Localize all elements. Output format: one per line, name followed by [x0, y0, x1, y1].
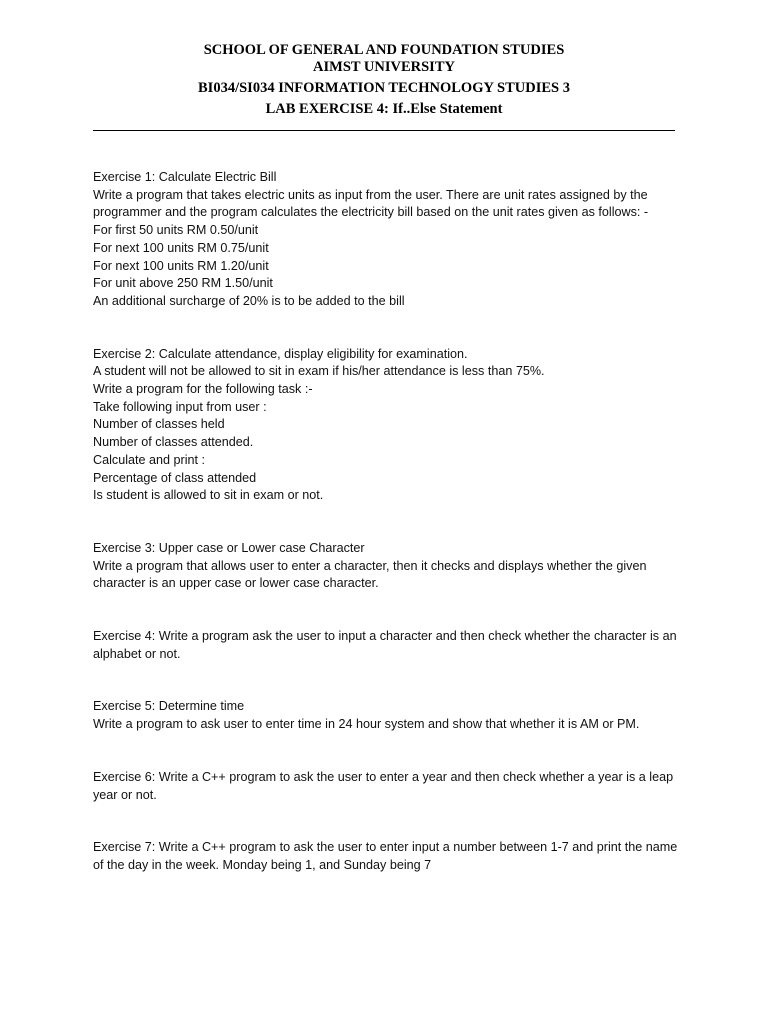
exercise-text: Number of classes held — [93, 417, 225, 432]
exercise-title: Exercise 3: Upper case or Lower case Character — [93, 540, 365, 555]
exercise-2 — [93, 346, 683, 505]
exercise-3 — [93, 540, 683, 593]
course-title: BI034/SI034 INFORMATION TECHNOLOGY STUDIES 3 — [198, 80, 570, 96]
exercise-7 — [93, 839, 683, 874]
exercise-title: Exercise 7: Write a C++ program to ask the user to enter input a number between 1-7 and print the name of the day in the week. Monday being 1, and Sunday being 7 — [93, 840, 678, 872]
exercise-text: For next 100 units RM 1.20/unit — [93, 258, 269, 273]
exercise-text: Calculate and print : — [93, 452, 206, 467]
exercise-text: Is student is allowed to sit in exam or not. — [93, 488, 324, 503]
exercise-text: Take following input from user : — [93, 399, 267, 414]
exercise-text: Write a program to ask user to enter time in 24 hour system and show that whether it is AM or PM. — [93, 717, 640, 732]
exercise-text: Number of classes attended. — [93, 435, 254, 450]
document-header — [93, 42, 675, 118]
exercise-title: Exercise 2: Calculate attendance, display eligibility for examination. — [93, 346, 468, 361]
exercise-1 — [93, 169, 683, 311]
exercise-text: For unit above 250 RM 1.50/unit — [93, 276, 273, 291]
exercise-title: Exercise 6: Write a C++ program to ask the user to enter a year and then check whether a year is a leap year or not. — [93, 769, 674, 802]
exercise-title: Exercise 4: Write a program ask the user to input a character and then check whether the character is an alphabet or not. — [93, 629, 677, 661]
exercise-text: Percentage of class attended — [93, 470, 257, 485]
exercise-text: Write a program for the following task :- — [93, 382, 313, 397]
exercise-title: Exercise 5: Determine time — [93, 699, 245, 714]
exercise-title: Exercise 1: Calculate Electric Bill — [93, 170, 277, 184]
exercise-text: An additional surcharge of 20% is to be added to the bill — [93, 293, 405, 308]
exercise-text: A student will not be allowed to sit in exam if his/her attendance is less than 75%. — [93, 364, 545, 379]
school-name: SCHOOL OF GENERAL AND FOUNDATION STUDIES — [203, 42, 565, 58]
exercise-text: For first 50 units RM 0.50/unit — [93, 223, 259, 238]
exercise-6 — [93, 769, 683, 804]
exercise-5 — [93, 698, 683, 733]
exercise-4 — [93, 628, 683, 663]
lab-title: LAB EXERCISE 4: If..Else Statement — [265, 101, 503, 117]
document-body — [93, 169, 683, 875]
exercise-text: Write a program that takes electric units as input from the user. There are unit rates assigned by the programmer and the program calculates the electricity bill based on the unit rates given as follows: - — [93, 187, 649, 220]
university-name: AIMST UNIVERSITY — [313, 59, 455, 75]
exercise-text: Write a program that allows user to enter a character, then it checks and displays whether the given character is an upper case or lower case character. — [93, 558, 647, 591]
header-divider — [93, 130, 675, 131]
exercise-text: For next 100 units RM 0.75/unit — [93, 240, 269, 255]
